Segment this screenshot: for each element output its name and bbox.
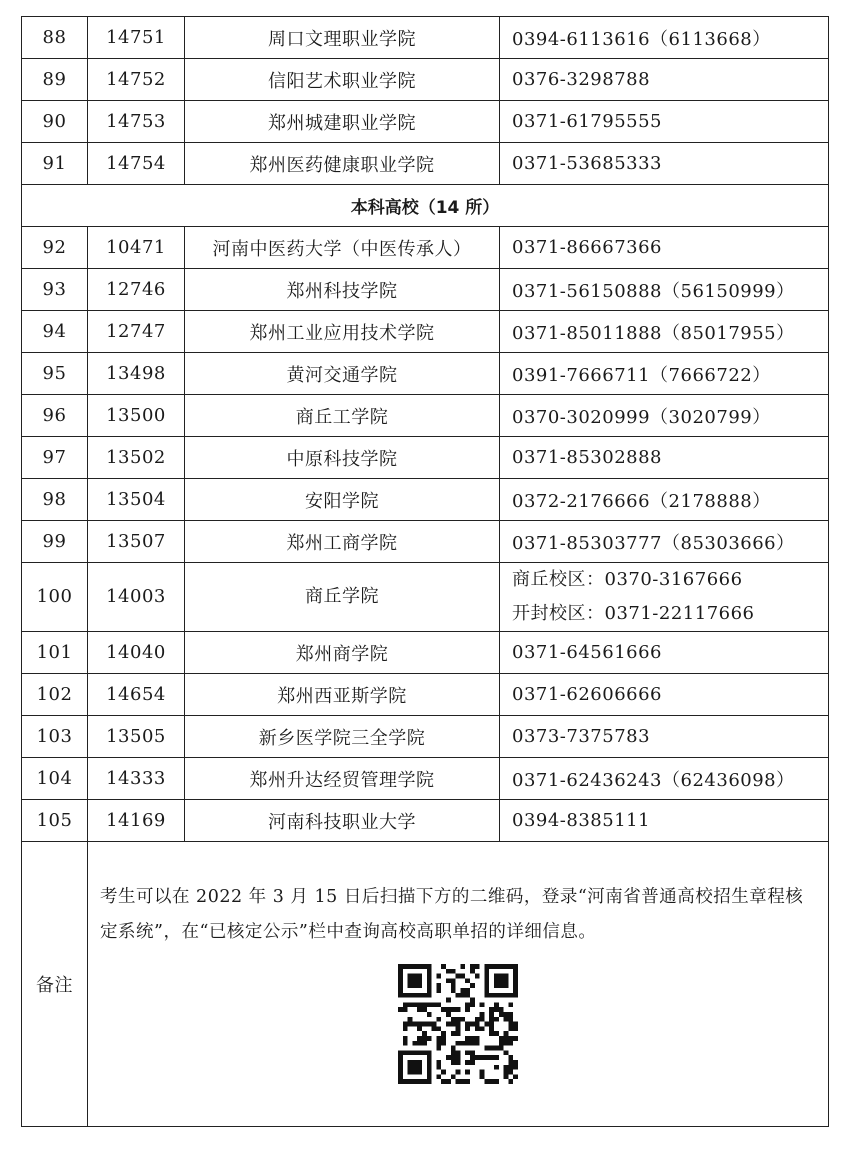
row-number: 95 bbox=[22, 353, 88, 395]
school-name: 郑州科技学院 bbox=[185, 269, 500, 311]
table-row bbox=[22, 674, 829, 716]
row-number: 105 bbox=[22, 800, 88, 842]
row-number: 101 bbox=[22, 632, 88, 674]
school-phone: 0376-3298788 bbox=[500, 59, 829, 101]
table-row bbox=[22, 59, 829, 101]
qr-code-icon[interactable] bbox=[398, 964, 518, 1084]
row-number: 89 bbox=[22, 59, 88, 101]
school-phone: 0371-62436243（62436098） bbox=[500, 758, 829, 800]
row-number: 93 bbox=[22, 269, 88, 311]
school-phone: 0394-6113616（6113668） bbox=[500, 17, 829, 59]
school-name: 郑州升达经贸管理学院 bbox=[185, 758, 500, 800]
school-name: 郑州城建职业学院 bbox=[185, 101, 500, 143]
school-code: 14654 bbox=[88, 674, 185, 716]
table-row bbox=[22, 17, 829, 59]
college-contact-table bbox=[21, 16, 829, 1127]
row-number: 91 bbox=[22, 143, 88, 185]
school-code: 13507 bbox=[88, 521, 185, 563]
school-code: 14040 bbox=[88, 632, 185, 674]
school-phone: 0371-86667366 bbox=[500, 227, 829, 269]
school-code: 14752 bbox=[88, 59, 185, 101]
table-row bbox=[22, 479, 829, 521]
school-code: 13502 bbox=[88, 437, 185, 479]
school-phone: 0371-61795555 bbox=[500, 101, 829, 143]
school-code: 13505 bbox=[88, 716, 185, 758]
school-phone: 0371-85302888 bbox=[500, 437, 829, 479]
row-number: 103 bbox=[22, 716, 88, 758]
school-name: 周口文理职业学院 bbox=[185, 17, 500, 59]
school-code: 14169 bbox=[88, 800, 185, 842]
school-phone: 0372-2176666（2178888） bbox=[500, 479, 829, 521]
section-header-row bbox=[22, 185, 829, 227]
row-number: 94 bbox=[22, 311, 88, 353]
campus-phone-1: 商丘校区：0370-3167666 bbox=[512, 569, 743, 590]
table-row bbox=[22, 353, 829, 395]
row-number: 98 bbox=[22, 479, 88, 521]
school-code: 10471 bbox=[88, 227, 185, 269]
school-phone: 0391-7666711（7666722） bbox=[500, 353, 829, 395]
row-number: 97 bbox=[22, 437, 88, 479]
school-name: 郑州工商学院 bbox=[185, 521, 500, 563]
school-phone: 0371-53685333 bbox=[500, 143, 829, 185]
school-phone: 0371-85011888（85017955） bbox=[500, 311, 829, 353]
school-phone: 0371-85303777（85303666） bbox=[500, 521, 829, 563]
table-row bbox=[22, 437, 829, 479]
school-code: 14003 bbox=[88, 563, 185, 632]
school-phone: 0394-8385111 bbox=[500, 800, 829, 842]
school-name: 信阳艺术职业学院 bbox=[185, 59, 500, 101]
school-phone: 0371-56150888（56150999） bbox=[500, 269, 829, 311]
school-code: 13500 bbox=[88, 395, 185, 437]
table-row bbox=[22, 311, 829, 353]
school-code: 12747 bbox=[88, 311, 185, 353]
school-name: 郑州西亚斯学院 bbox=[185, 674, 500, 716]
row-number: 88 bbox=[22, 17, 88, 59]
table-row bbox=[22, 269, 829, 311]
qr-code-wrapper bbox=[88, 950, 828, 1109]
school-code: 14333 bbox=[88, 758, 185, 800]
school-name: 安阳学院 bbox=[185, 479, 500, 521]
school-phone: 0373-7375783 bbox=[500, 716, 829, 758]
school-code: 14753 bbox=[88, 101, 185, 143]
table-row bbox=[22, 143, 829, 185]
table-row bbox=[22, 395, 829, 437]
school-phone: 0370-3020999（3020799） bbox=[500, 395, 829, 437]
school-code: 13498 bbox=[88, 353, 185, 395]
row-number: 104 bbox=[22, 758, 88, 800]
table-row bbox=[22, 716, 829, 758]
row-number: 102 bbox=[22, 674, 88, 716]
table-row bbox=[22, 758, 829, 800]
campus-phone-2: 开封校区：0371-22117666 bbox=[512, 603, 755, 624]
school-name: 中原科技学院 bbox=[185, 437, 500, 479]
table-row bbox=[22, 563, 829, 632]
school-name: 河南科技职业大学 bbox=[185, 800, 500, 842]
school-name: 郑州商学院 bbox=[185, 632, 500, 674]
school-name: 河南中医药大学（中医传承人） bbox=[185, 227, 500, 269]
row-number: 92 bbox=[22, 227, 88, 269]
section-title: 本科高校（14 所） bbox=[22, 185, 829, 227]
note-text: 考生可以在 2022 年 3 月 15 日后扫描下方的二维码，登录“河南省普通高校招生章程核定系统”，在“已核定公示”栏中查询高校高职单招的详细信息。 bbox=[100, 887, 804, 942]
row-number: 90 bbox=[22, 101, 88, 143]
school-name: 郑州工业应用技术学院 bbox=[185, 311, 500, 353]
school-code: 14754 bbox=[88, 143, 185, 185]
table-row bbox=[22, 521, 829, 563]
school-name: 郑州医药健康职业学院 bbox=[185, 143, 500, 185]
note-row bbox=[22, 842, 829, 1127]
school-name: 商丘学院 bbox=[185, 563, 500, 632]
table-row bbox=[22, 632, 829, 674]
row-number: 100 bbox=[22, 563, 88, 632]
school-phone: 0371-62606666 bbox=[500, 674, 829, 716]
school-code: 14751 bbox=[88, 17, 185, 59]
school-code: 12746 bbox=[88, 269, 185, 311]
row-number: 96 bbox=[22, 395, 88, 437]
table-row bbox=[22, 227, 829, 269]
table-row bbox=[22, 800, 829, 842]
note-label: 备注 bbox=[22, 842, 88, 1127]
school-name: 商丘工学院 bbox=[185, 395, 500, 437]
school-phone bbox=[500, 563, 829, 632]
table-row bbox=[22, 101, 829, 143]
row-number: 99 bbox=[22, 521, 88, 563]
school-name: 新乡医学院三全学院 bbox=[185, 716, 500, 758]
school-phone: 0371-64561666 bbox=[500, 632, 829, 674]
school-name: 黄河交通学院 bbox=[185, 353, 500, 395]
school-code: 13504 bbox=[88, 479, 185, 521]
note-content bbox=[88, 842, 829, 1127]
